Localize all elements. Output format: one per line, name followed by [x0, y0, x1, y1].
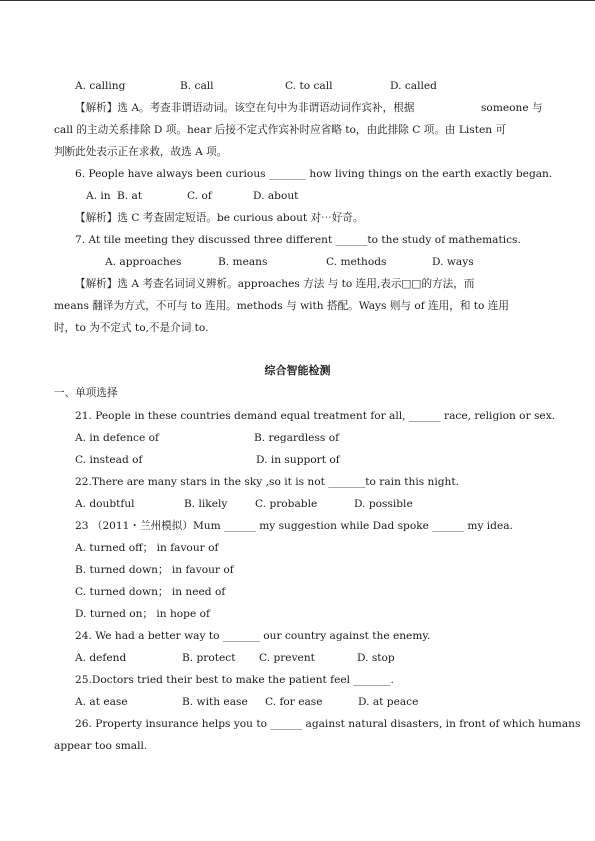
- part-title: 一、单项选择: [54, 387, 118, 399]
- q24-option-a: A. defend: [75, 652, 127, 664]
- q5-explanation-line1: 【解析】选 A。考查非谓语动词。该空在句中为非谓语动词作宾补，根据: [75, 102, 415, 114]
- q5-explanation-line1-end: someone 与: [481, 102, 543, 114]
- q21-option-b: B. regardless of: [254, 432, 339, 444]
- q6-stem: 6. People have always been curious _______ how living things on the earth exactly began.: [75, 168, 553, 180]
- q7-explanation-line1: 【解析】选 A 考查名词词义辨析。approaches 方法 与 to 连用,表示□□的方法，而: [75, 278, 475, 290]
- q5-explanation-line2: call 的主动关系排除 D 项。hear 后接不定式作宾补时应省略 to，由此排除 C 项。由 Listen 可: [54, 124, 507, 136]
- q25-option-d: D. at peace: [358, 696, 419, 708]
- q25-option-b: B. with ease: [182, 696, 248, 708]
- q7-explanation-line3: 时，to 为不定式 to,不是介词 to.: [54, 322, 209, 334]
- q6-option-d: D. about: [253, 190, 299, 202]
- q22-option-a: A. doubtful: [75, 498, 135, 510]
- q26-stem-line1: 26. Property insurance helps you to ______ against natural disasters, in front of which humans: [75, 718, 581, 730]
- q6-option-c: C. of: [187, 190, 212, 202]
- q22-option-d: D. possible: [354, 498, 413, 510]
- q23-option-d: D. turned on； in hope of: [75, 608, 210, 620]
- q23-stem: 23 （2011・兰州模拟）Mum ______ my suggestion while Dad spoke ______ my idea.: [75, 520, 513, 532]
- q24-option-c: C. prevent: [259, 652, 315, 664]
- header-rule: [0, 0, 595, 1]
- q25-stem: 25.Doctors tried their best to make the patient feel _______.: [75, 674, 394, 686]
- q5-option-b: B. call: [180, 80, 214, 92]
- q7-stem: 7. At tile meeting they discussed three different ______to the study of mathematics.: [75, 234, 521, 246]
- q6-option-b: B. at: [117, 190, 143, 202]
- q22-option-c: C. probable: [255, 498, 318, 510]
- q23-option-c: C. turned down； in need of: [75, 586, 226, 598]
- q25-option-a: A. at ease: [75, 696, 128, 708]
- q25-option-c: C. for ease: [265, 696, 323, 708]
- q23-option-b: B. turned down； in favour of: [75, 564, 234, 576]
- q6-option-a: A. in: [86, 190, 111, 202]
- q5-explanation-line3: 判断此处表示正在求救，故选 A 项。: [54, 146, 228, 158]
- q24-option-d: D. stop: [357, 652, 395, 664]
- q7-explanation-line2: means 翻译为方式，不可与 to 连用。methods 与 with 搭配。Ways 则与 of 连用，和 to 连用: [54, 300, 509, 312]
- q23-option-a: A. turned off； in favour of: [75, 542, 219, 554]
- q22-option-b: B. likely: [184, 498, 228, 510]
- q26-stem-line2: appear too small.: [54, 740, 148, 752]
- q24-stem: 24. We had a better way to _______ our country against the enemy.: [75, 630, 431, 642]
- q5-option-a: A. calling: [75, 80, 126, 92]
- q22-stem: 22.There are many stars in the sky ,so it is not _______to rain this night.: [75, 476, 459, 488]
- q24-option-b: B. protect: [182, 652, 236, 664]
- q5-option-d: D. called: [390, 80, 437, 92]
- q7-option-a: A. approaches: [105, 256, 182, 268]
- q6-explanation: 【解析】选 C 考查固定短语。be curious about 对⋯好奇。: [75, 212, 364, 224]
- q21-option-d: D. in support of: [256, 454, 340, 466]
- section-title: 综合智能检测: [264, 364, 331, 377]
- q21-option-a: A. in defence of: [75, 432, 159, 444]
- q7-option-b: B. means: [218, 256, 268, 268]
- q7-option-c: C. methods: [326, 256, 387, 268]
- q21-option-c: C. instead of: [75, 454, 143, 466]
- q21-stem: 21. People in these countries demand equal treatment for all, ______ race, religion or sex.: [75, 410, 556, 422]
- q7-option-d: D. ways: [432, 256, 474, 268]
- q5-option-c: C. to call: [285, 80, 333, 92]
